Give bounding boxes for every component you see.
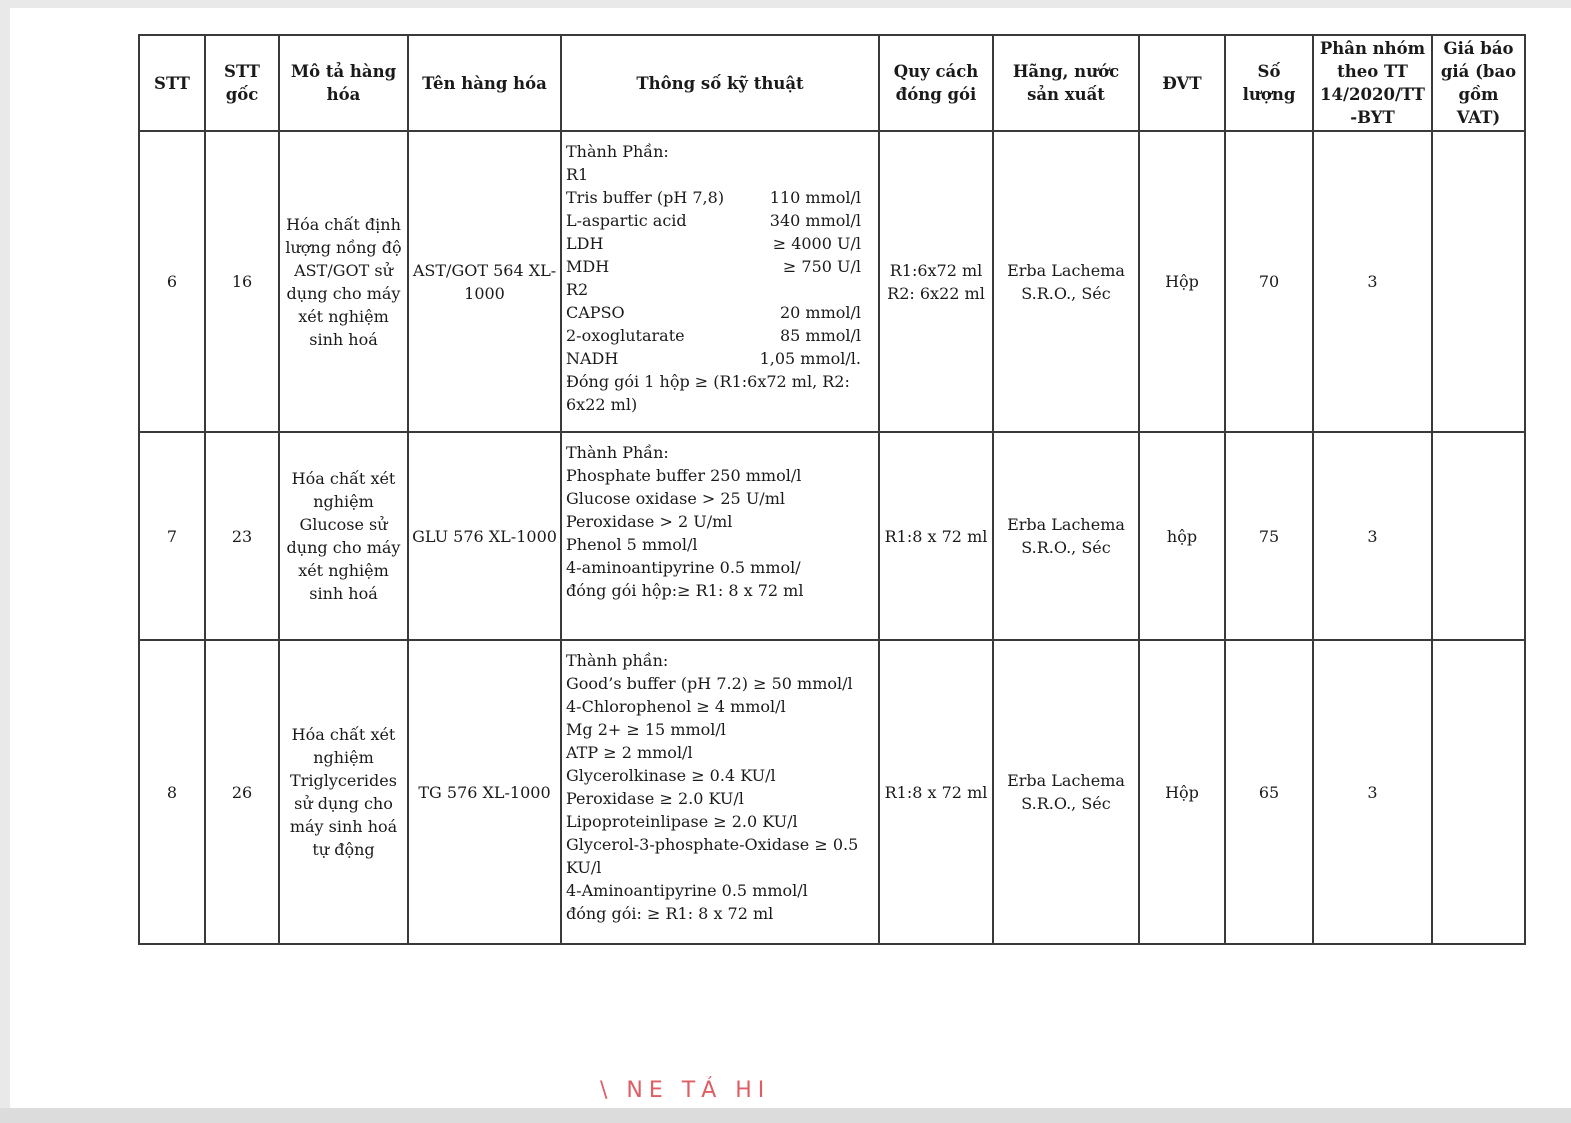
- spec-line: [566, 441, 875, 464]
- header-dvt: ĐVT: [1139, 35, 1225, 131]
- spec-component: Glucose oxidase > 25 U/ml: [566, 489, 785, 508]
- spec-component: Phenol 5 mmol/l: [566, 535, 698, 554]
- spec-component: CAPSO: [566, 303, 625, 322]
- spec-line: [566, 810, 875, 833]
- spec-component: Glycerol-3-phosphate-Oxidase ≥ 0.5 KU/l: [566, 835, 859, 877]
- table-row: [139, 640, 1525, 944]
- spec-component: ATP ≥ 2 mmol/l: [566, 743, 693, 762]
- cell-quy-cach: [879, 131, 993, 432]
- cell-thong-so: [561, 432, 879, 640]
- cell-stt-goc: 23: [205, 432, 279, 640]
- header-hang-nuoc: Hãng, nước sản xuất: [993, 35, 1139, 131]
- cell-stt: 8: [139, 640, 205, 944]
- spec-line: [566, 232, 875, 255]
- cell-stt-goc: 26: [205, 640, 279, 944]
- spec-component: NADH: [566, 349, 619, 368]
- spec-line: [566, 833, 875, 879]
- spec-line: [566, 324, 875, 347]
- quy-cach-line: R2: 6x22 ml: [887, 283, 985, 303]
- spec-value: 340 mmol/l: [769, 211, 861, 230]
- spec-line: [566, 879, 875, 902]
- header-phan-nhom: Phân nhóm theo TT 14/2020/TT -BYT: [1313, 35, 1432, 131]
- spec-component: 4-aminoantipyrine 0.5 mmol/: [566, 558, 801, 577]
- spec-line: [566, 370, 875, 416]
- table-row: [139, 432, 1525, 640]
- spec-component: 4-Chlorophenol ≥ 4 mmol/l: [566, 697, 786, 716]
- spec-component: R2: [566, 280, 589, 299]
- spec-line: [566, 579, 875, 602]
- spec-line: [566, 902, 875, 925]
- spec-table: [138, 34, 1526, 945]
- spec-component: Mg 2+ ≥ 15 mmol/l: [566, 720, 726, 739]
- spec-value: ≥ 4000 U/l: [772, 234, 861, 253]
- spec-component: đóng gói hộp:≥ R1: 8 x 72 ml: [566, 581, 804, 600]
- spec-component: Good’s buffer (pH 7.2) ≥ 50 mmol/l: [566, 674, 853, 693]
- cell-dvt: Hộp: [1139, 640, 1225, 944]
- spec-value: ≥ 750 U/l: [782, 257, 861, 276]
- spec-line: [566, 487, 875, 510]
- header-gia: Giá báo giá (bao gồm VAT): [1432, 35, 1525, 131]
- header-thong-so: Thông số kỹ thuật: [561, 35, 879, 131]
- spec-component: MDH: [566, 257, 610, 276]
- cell-so-luong: 65: [1225, 640, 1313, 944]
- cell-gia: [1432, 432, 1525, 640]
- spec-line: [566, 301, 875, 324]
- spec-value: 85 mmol/l: [779, 326, 861, 345]
- spec-component: 4-Aminoantipyrine 0.5 mmol/l: [566, 881, 808, 900]
- page-bottom-edge: [0, 1108, 1571, 1123]
- spec-value: 20 mmol/l: [779, 303, 861, 322]
- header-stt-goc: STT gốc: [205, 35, 279, 131]
- cell-hang-nuoc: Erba Lachema S.R.O., Séc: [993, 640, 1139, 944]
- cell-hang-nuoc: Erba Lachema S.R.O., Séc: [993, 131, 1139, 432]
- cell-hang-nuoc: Erba Lachema S.R.O., Séc: [993, 432, 1139, 640]
- table-row: [139, 131, 1525, 432]
- spec-line: [566, 278, 875, 301]
- spec-line: [566, 649, 875, 672]
- spec-component: Lipoproteinlipase ≥ 2.0 KU/l: [566, 812, 798, 831]
- spec-component: đóng gói: ≥ R1: 8 x 72 ml: [566, 904, 774, 923]
- spec-line: [566, 186, 875, 209]
- cell-gia: [1432, 640, 1525, 944]
- cell-mo-ta: Hóa chất xét nghiệm Glucose sử dụng cho máy xét nghiệm sinh hoá: [279, 432, 408, 640]
- spec-line: [566, 347, 875, 370]
- spec-component: Thành phần:: [566, 651, 669, 670]
- cell-phan-nhom: 3: [1313, 640, 1432, 944]
- cell-ten-hang-hoa: GLU 576 XL-1000: [408, 432, 561, 640]
- spec-line: [566, 464, 875, 487]
- spec-component: Thành Phần:: [566, 142, 669, 161]
- header-stt: STT: [139, 35, 205, 131]
- red-stamp-fragment: \ NE TẢ HI: [600, 1078, 771, 1103]
- spec-line: [566, 695, 875, 718]
- spec-line: [566, 718, 875, 741]
- cell-mo-ta: Hóa chất xét nghiệm Triglycerides sử dụng cho máy sinh hoá tự động: [279, 640, 408, 944]
- spec-line: [566, 741, 875, 764]
- spec-line: [566, 533, 875, 556]
- cell-thong-so: [561, 640, 879, 944]
- cell-phan-nhom: 3: [1313, 131, 1432, 432]
- spec-line: [566, 787, 875, 810]
- cell-dvt: Hộp: [1139, 131, 1225, 432]
- quy-cach-line: R1:8 x 72 ml: [884, 526, 988, 546]
- cell-so-luong: 75: [1225, 432, 1313, 640]
- cell-quy-cach: [879, 640, 993, 944]
- spec-component: Phosphate buffer 250 mmol/l: [566, 466, 802, 485]
- spec-line: [566, 140, 875, 163]
- cell-mo-ta: Hóa chất định lượng nồng độ AST/GOT sử dụng cho máy xét nghiệm sinh hoá: [279, 131, 408, 432]
- spec-component: Glycerolkinase ≥ 0.4 KU/l: [566, 766, 776, 785]
- spec-value: 110 mmol/l: [769, 188, 861, 207]
- spec-line: [566, 209, 875, 232]
- spec-line: [566, 510, 875, 533]
- header-so-luong: Số lượng: [1225, 35, 1313, 131]
- cell-quy-cach: [879, 432, 993, 640]
- spec-line: [566, 163, 875, 186]
- spec-line: [566, 556, 875, 579]
- cell-stt-goc: 16: [205, 131, 279, 432]
- spec-component: 2-oxoglutarate: [566, 326, 685, 345]
- spec-line: [566, 672, 875, 695]
- header-row: [139, 35, 1525, 131]
- spec-component: Tris buffer (pH 7,8): [566, 188, 725, 207]
- cell-thong-so: [561, 131, 879, 432]
- spec-component: L-aspartic acid: [566, 211, 687, 230]
- header-mo-ta: Mô tả hàng hóa: [279, 35, 408, 131]
- cell-gia: [1432, 131, 1525, 432]
- cell-stt: 7: [139, 432, 205, 640]
- spec-component: LDH: [566, 234, 604, 253]
- spec-component: Thành Phần:: [566, 443, 669, 462]
- spec-value: 1,05 mmol/l.: [759, 349, 861, 368]
- cell-phan-nhom: 3: [1313, 432, 1432, 640]
- quy-cach-line: R1:6x72 ml: [889, 260, 983, 280]
- spec-component: Peroxidase ≥ 2.0 KU/l: [566, 789, 744, 808]
- quy-cach-line: R1:8 x 72 ml: [884, 782, 988, 802]
- cell-stt: 6: [139, 131, 205, 432]
- spec-component: Đóng gói 1 hộp ≥ (R1:6x72 ml, R2: 6x22 ml): [566, 372, 850, 414]
- header-ten-hang-hoa: Tên hàng hóa: [408, 35, 561, 131]
- cell-so-luong: 70: [1225, 131, 1313, 432]
- cell-ten-hang-hoa: AST/GOT 564 XL-1000: [408, 131, 561, 432]
- header-quy-cach: Quy cách đóng gói: [879, 35, 993, 131]
- cell-dvt: hộp: [1139, 432, 1225, 640]
- spec-component: Peroxidase > 2 U/ml: [566, 512, 733, 531]
- spec-line: [566, 764, 875, 787]
- spec-component: R1: [566, 165, 589, 184]
- cell-ten-hang-hoa: TG 576 XL-1000: [408, 640, 561, 944]
- spec-line: [566, 255, 875, 278]
